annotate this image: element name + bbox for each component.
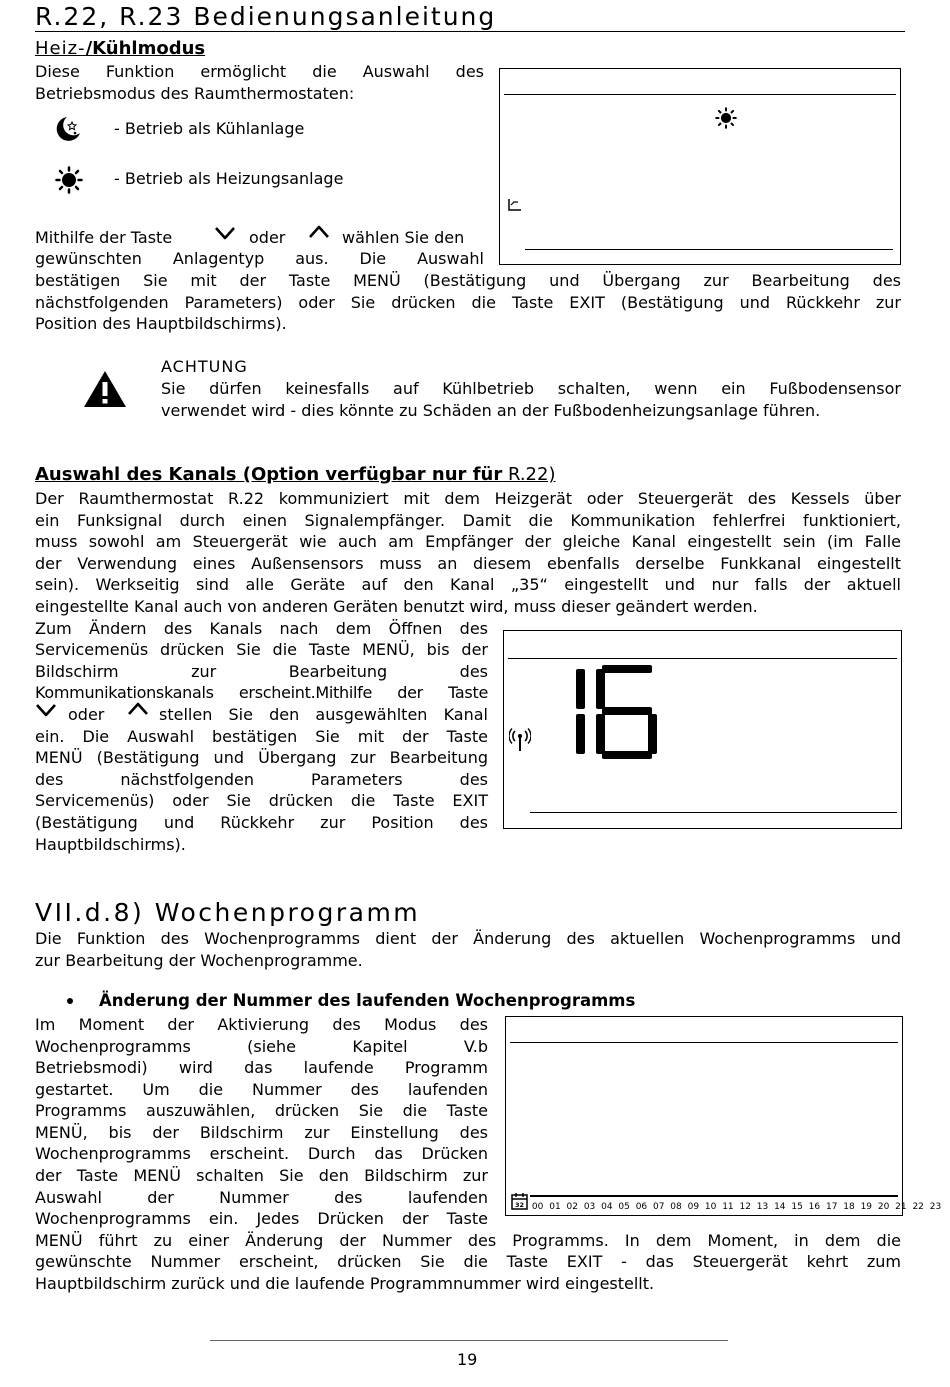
chevron-up-icon: [307, 224, 331, 240]
lcd-display-mode: [499, 68, 901, 265]
warning-title: ACHTUNG: [161, 357, 248, 376]
s3-col-line: Programms auszuwählen, drücken Sie die Taste: [35, 1101, 488, 1120]
hour-label: 14: [774, 1202, 786, 1212]
hour-label: 13: [756, 1202, 769, 1212]
s2-para-line: ein Funksignal durch einen Signalempfänger. Damit die Kommunikation fehlerfrei funktioniert,: [35, 511, 901, 530]
s2-col-line: Bildschirm zur Bearbeitung des: [35, 662, 488, 681]
s1-intro-line1: Diese Funktion ermöglicht die Auswahl des: [35, 62, 484, 81]
hour-label: 08: [670, 1202, 682, 1212]
s2-keys-b: oder: [68, 705, 105, 724]
footer-rule: [210, 1340, 728, 1341]
warning-line1: Sie dürfen keinesfalls auf Kühlbetrieb schalten, wenn ein Fußbodensensor: [161, 379, 901, 398]
hour-label: 17: [825, 1202, 838, 1212]
s3-full-line: Hauptbildschirm zurück und die laufende Programmnummer wird eingestellt.: [35, 1274, 655, 1293]
s3-bullet-heading: Änderung der Nummer des laufenden Wochenprogramms: [99, 991, 636, 1010]
hour-label: 19: [860, 1202, 873, 1212]
s3-col-line: MENÜ, bis der Bildschirm zur Einstellung des: [35, 1123, 488, 1142]
s2-col-line: Zum Ändern des Kanals nach dem Öffnen des: [35, 619, 488, 638]
lcd-top-line: [508, 658, 897, 659]
s1-keys-a: Mithilfe der Taste: [35, 228, 173, 247]
lcd-display-weekprogram: [505, 1016, 942, 1216]
hour-label: 02: [566, 1202, 578, 1212]
svg-text:32: 32: [514, 1201, 525, 1209]
s3-col-line: Wochenprogramms erscheint. Durch das Drücken: [35, 1144, 488, 1163]
s2-col2-line: ein. Die Auswahl bestätigen Sie mit der Taste: [35, 727, 488, 746]
heading-tail: R.22): [507, 464, 556, 485]
s2-keys-c: stellen Sie den ausgewählten Kanal: [159, 705, 488, 724]
s3-col-line: der Taste MENÜ schalten Sie den Bildschirm zur: [35, 1166, 488, 1185]
hour-label: 03: [583, 1202, 596, 1212]
lcd-sun-icon: [715, 107, 737, 129]
s3-intro-line2: zur Bearbeitung der Wochenprogramme.: [35, 951, 363, 970]
lcd-top-line: [510, 1042, 898, 1043]
hour-label: 18: [843, 1202, 855, 1212]
s1-keys-b: oder: [249, 228, 286, 247]
heading-prefix: Heiz-: [35, 38, 86, 59]
hour-label: 09: [687, 1202, 700, 1212]
heating-label: - Betrieb als Heizungsanlage: [114, 169, 344, 188]
s3-intro-line1: Die Funktion des Wochenprogramms dient der Änderung des aktuellen Wochenprogramms und: [35, 929, 901, 948]
lcd-top-line: [504, 94, 896, 95]
chevron-up-icon: [126, 701, 150, 717]
hour-label: 04: [601, 1202, 613, 1212]
s2-col2-line: (Bestätigung und Rückkehr zur Position des: [35, 813, 488, 832]
calendar-icon: [511, 1192, 528, 1210]
lcd-channel-value: [572, 665, 662, 760]
s3-col-line: Auswahl der Nummer des laufenden: [35, 1188, 488, 1207]
cooling-label: - Betrieb als Kühlanlage: [114, 119, 305, 138]
lcd-bottom-line: [525, 249, 893, 250]
s3-col-line: Betriebsmodi) wird das laufende Programm: [35, 1058, 488, 1077]
s2-col2-line: Servicemenüs) oder Sie drücken die Taste EXIT: [35, 791, 488, 810]
hour-label: 12: [739, 1202, 751, 1212]
hour-label: 05: [618, 1202, 630, 1212]
s1-line6: bestätigen Sie mit der Taste MENÜ (Bestätigung und Übergang zur Bearbeitung des: [35, 271, 901, 290]
hour-label: 20: [877, 1202, 890, 1212]
s3-col-line: gestartet. Um die Nummer des laufenden: [35, 1080, 488, 1099]
s2-para-line: eingestellte Kanal auch von anderen Geräten benutzt wird, muss dieser geändert werden.: [35, 597, 758, 616]
bullet-dot: [67, 998, 73, 1004]
hour-label: 10: [704, 1202, 717, 1212]
section-heiz-kuehl-heading: [35, 38, 205, 59]
hour-label: 07: [653, 1202, 665, 1212]
sun-icon: [55, 166, 83, 194]
s2-para-line: Der Raumthermostat R.22 kommuniziert mit dem Heizgerät oder Steuergerät des Kessels über: [35, 489, 901, 508]
s3-col-line: Wochenprogramms ein. Jedes Drücken der Taste: [35, 1209, 488, 1228]
lcd-floor-sensor-icon: [507, 197, 523, 213]
page-number: 19: [457, 1350, 478, 1369]
hour-label: 16: [808, 1202, 821, 1212]
s3-full-line: MENÜ führt zu einer Änderung der Nummer des Programms. In dem Moment, in dem die: [35, 1231, 901, 1250]
hour-label: 06: [635, 1202, 648, 1212]
lcd-display-channel: [503, 630, 902, 829]
hour-scale: [529, 1202, 944, 1212]
lcd-timeline-bar: [530, 1195, 898, 1197]
section-kanal-heading: [35, 464, 555, 485]
hour-label: 01: [549, 1202, 561, 1212]
s1-line7: nächstfolgenden Parameters) oder Sie drücken die Taste EXIT (Bestätigung und Rückkehr zur: [35, 293, 901, 312]
s1-line8: Position des Hauptbildschirms).: [35, 314, 287, 333]
header-rule: [35, 31, 905, 32]
chevron-down-icon: [213, 225, 237, 241]
hour-label: 00: [531, 1202, 544, 1212]
hour-label: 22: [912, 1202, 924, 1212]
s3-col-line: Im Moment der Aktivierung des Modus des: [35, 1015, 488, 1034]
s2-col2-line: MENÜ (Bestätigung und Übergang zur Bearbeitung: [35, 748, 488, 767]
hour-label: 15: [791, 1202, 803, 1212]
s3-full-line: gewünschte Nummer erscheint, drücken Sie die Taste EXIT - das Steuergerät kehrt zum: [35, 1252, 901, 1271]
s3-col-line: Wochenprogramms (siehe Kapitel V.b: [35, 1037, 488, 1056]
antenna-icon: [509, 727, 531, 753]
section-wochenprogramm-heading: VII.d.8) Wochenprogramm: [35, 898, 421, 927]
s2-para-line: der Verwendung eines Außensensors muss an diesem ebenfalls derselbe Funkkanal eingestellt: [35, 554, 901, 573]
hour-label: 21: [895, 1202, 907, 1212]
warning-line2: verwendet wird - dies könnte zu Schäden an der Fußbodenheizungsanlage führen.: [161, 401, 821, 420]
lcd-bottom-line: [530, 812, 897, 813]
s1-keys-c: wählen Sie den: [342, 228, 465, 247]
s2-col-line: Kommunikationskanals erscheint.Mithilfe der Taste: [35, 683, 488, 702]
hour-label: 11: [722, 1202, 734, 1212]
s2-col-line: Servicemenüs drücken Sie die Taste MENÜ, bis der: [35, 640, 488, 659]
chevron-down-icon: [34, 702, 58, 718]
moon-star-icon: [53, 114, 83, 144]
heading-bold: /Kühlmodus: [85, 38, 206, 59]
heading-bold: Auswahl des Kanals (Option verfügbar nur für: [35, 464, 503, 485]
s1-line5: gewünschten Anlagentyp aus. Die Auswahl: [35, 249, 484, 268]
s1-intro-line2: Betriebsmodus des Raumthermostaten:: [35, 84, 355, 103]
hour-label: 23: [929, 1202, 942, 1212]
page-header-title: R.22, R.23 Bedienungsanleitung: [35, 2, 497, 31]
s2-col2-line: des nächstfolgenden Parameters des: [35, 770, 488, 789]
s2-para-line: muss sowohl am Steuergerät wie auch am Empfänger der gleiche Kanal eingestellt sein (im Falle: [35, 532, 901, 551]
warning-triangle-icon: [82, 369, 128, 409]
s2-col2-line: Hauptbildschirms).: [35, 835, 186, 854]
s2-para-line: sein). Werkseitig sind alle Geräte auf den Kanal „35“ eingestellt und nur falls der aktuell: [35, 575, 901, 594]
